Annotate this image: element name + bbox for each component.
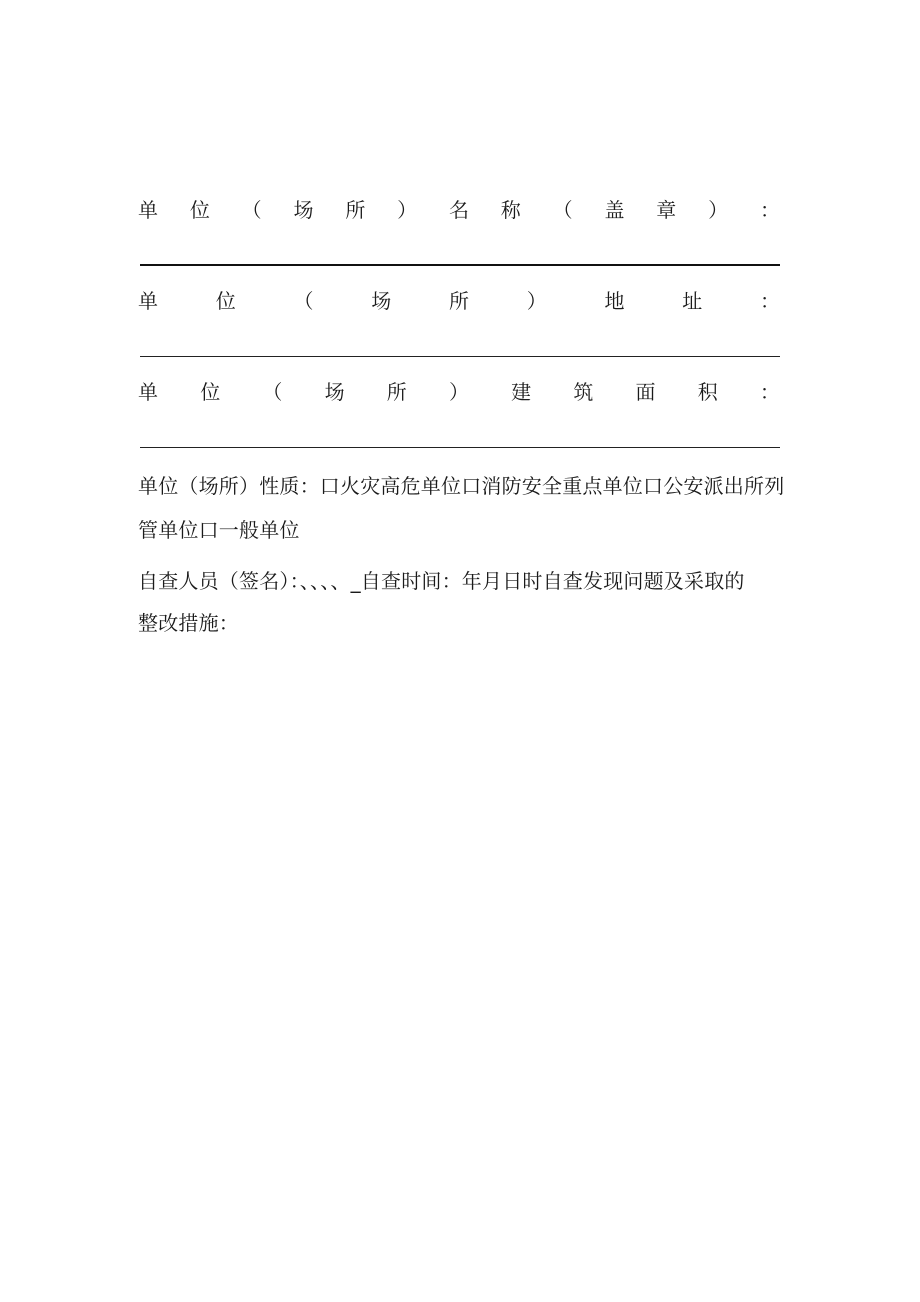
inspector-line-2: 整改措施：: [138, 611, 239, 635]
unit-nature-line-1: 单位（场所）性质：口火灾高危单位口消防安全重点单位口公安派出所列: [138, 474, 785, 498]
unit-name-label: [138, 198, 780, 222]
label-char: 地: [604, 289, 625, 313]
label-char: （: [293, 289, 314, 313]
label-char: 所: [386, 380, 407, 404]
label-char: ：: [760, 289, 780, 313]
label-char: 面: [635, 380, 656, 404]
label-char: ：: [759, 380, 780, 404]
label-char: 筑: [573, 380, 594, 404]
label-char: 位: [189, 198, 210, 222]
inspector-line-1: 自查人员（签名）：、、、、_自查时间：年月日时自查发现问题及采取的: [138, 569, 745, 593]
label-char: ）: [397, 198, 418, 222]
label-char: 位: [215, 289, 236, 313]
label-char: 单: [138, 198, 158, 222]
label-char: 址: [682, 289, 703, 313]
unit-address-label: [138, 289, 780, 313]
label-char: ）: [448, 380, 469, 404]
label-char: 章: [656, 198, 677, 222]
label-char: 名: [448, 198, 469, 222]
label-char: （: [552, 198, 573, 222]
label-char: ）: [526, 289, 547, 313]
unit-address-underline: [140, 356, 780, 357]
label-char: 盖: [604, 198, 625, 222]
unit-nature-line-2: 管单位口一般单位: [138, 518, 300, 542]
label-char: 场: [371, 289, 392, 313]
label-char: （: [241, 198, 262, 222]
label-char: 场: [324, 380, 345, 404]
label-char: 场: [293, 198, 314, 222]
label-char: 单: [138, 289, 158, 313]
label-char: ）: [708, 198, 729, 222]
label-char: 单: [138, 380, 158, 404]
label-char: （: [262, 380, 283, 404]
unit-name-underline: [140, 264, 780, 266]
building-area-label: [138, 380, 780, 404]
label-char: 建: [511, 380, 532, 404]
label-char: 称: [500, 198, 521, 222]
label-char: 所: [345, 198, 366, 222]
label-char: 积: [697, 380, 718, 404]
building-area-underline: [140, 447, 780, 448]
label-char: 所: [449, 289, 469, 313]
label-char: 位: [200, 380, 221, 404]
label-char: ：: [759, 198, 780, 222]
